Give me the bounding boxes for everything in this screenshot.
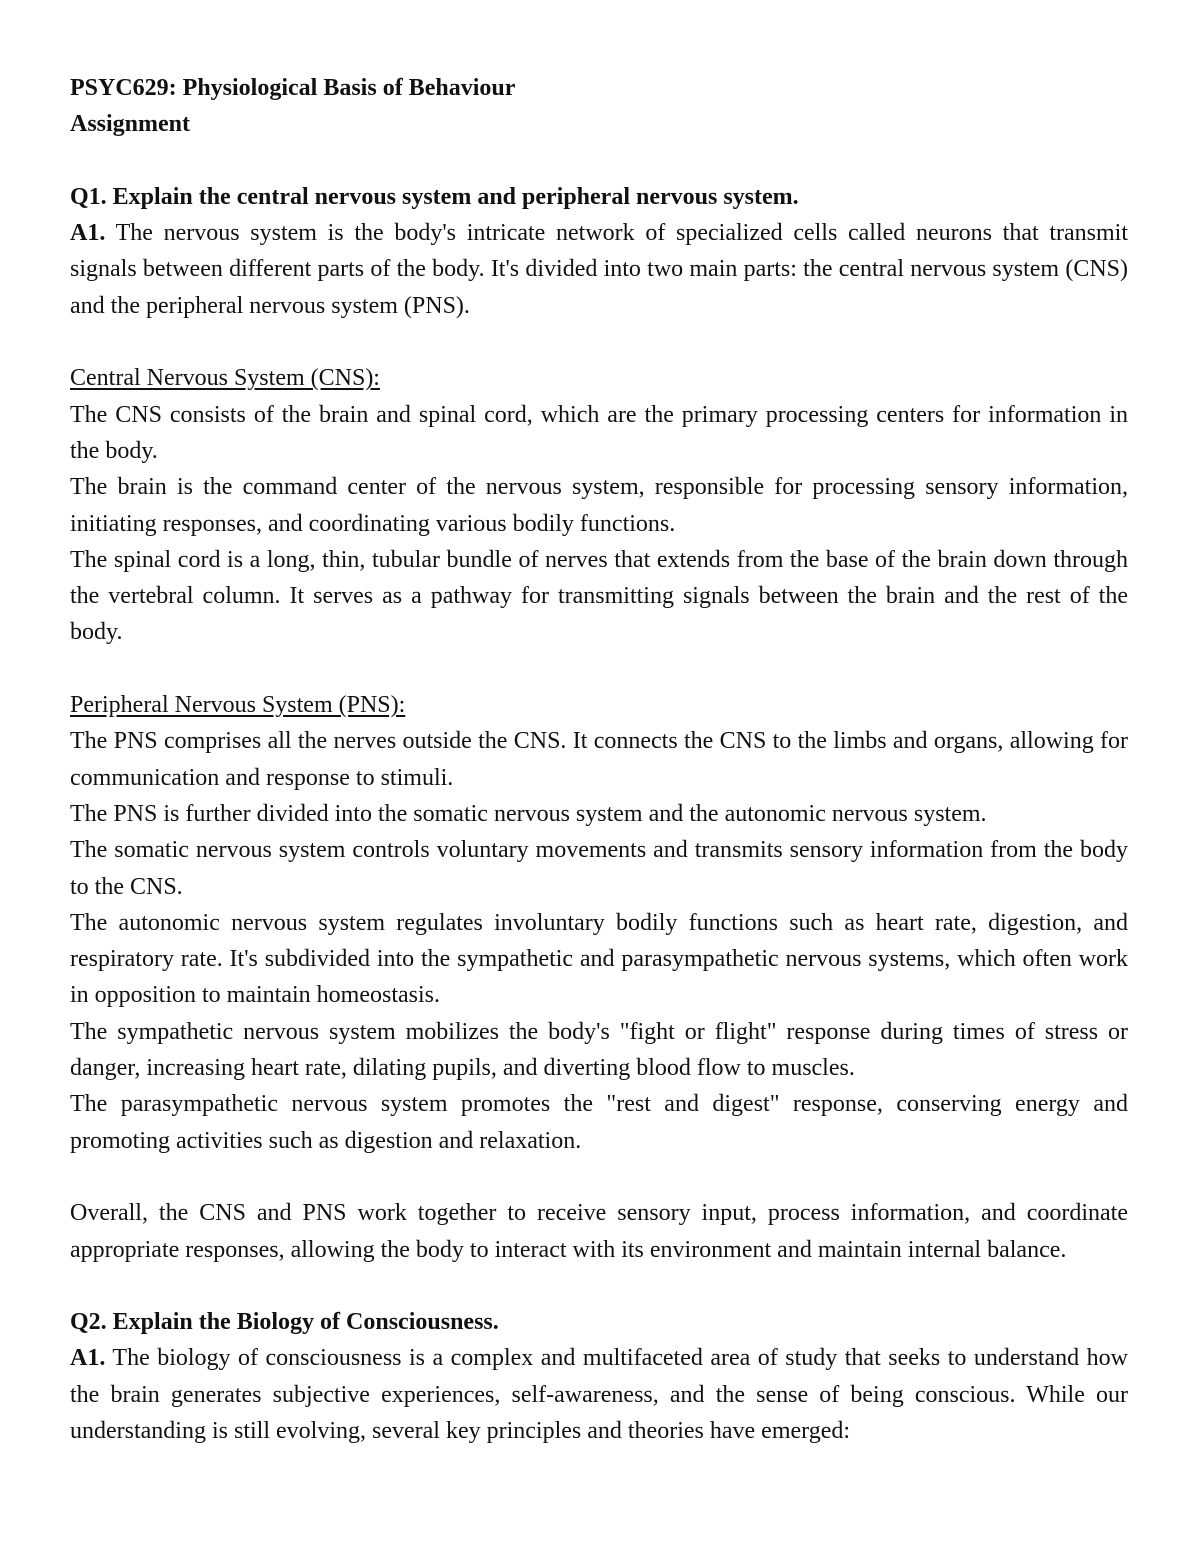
question-2: Q2. Explain the Biology of Consciousness.	[70, 1309, 499, 1336]
blank-line	[70, 324, 1128, 360]
pns-paragraph: The sympathetic nervous system mobilizes the body's "fight or flight" response during times of stress or danger, increasing heart rate, dilating pupils, and diverting blood flow to muscles.	[70, 1018, 1128, 1082]
answer-label: A1.	[70, 1345, 106, 1372]
answer-1-intro	[70, 215, 1128, 324]
cns-paragraph: The spinal cord is a long, thin, tubular bundle of nerves that extends from the base of the brain down through the vertebral column. It serves as a pathway for transmitting signals between the brain and the rest of the body.	[70, 546, 1128, 646]
pns-heading-text: Peripheral Nervous System (PNS):	[70, 692, 406, 719]
question-1: Q1. Explain the central nervous system and peripheral nervous system.	[70, 183, 799, 210]
answer-text: The biology of consciousness is a complex and multifaceted area of study that seeks to understand how the brain generates subjective experiences, self-awareness, and the sense of being conscious. While our understanding is still evolving, several key principles and theories have emerged:	[70, 1345, 1128, 1444]
answer-label: A1.	[70, 220, 106, 247]
pns-paragraph: The somatic nervous system controls voluntary movements and transmits sensory information from the body to the CNS.	[70, 837, 1128, 900]
pns-paragraph: The autonomic nervous system regulates involuntary bodily functions such as heart rate, digestion, and respiratory rate. It's subdivided into the sympathetic and parasympathetic nervous systems, which often work in opposition to maintain homeostasis.	[70, 909, 1128, 1009]
pns-paragraph: The PNS is further divided into the somatic nervous system and the autonomic nervous system.	[70, 800, 987, 827]
document-page	[70, 70, 1128, 1449]
blank-line	[70, 143, 1128, 179]
blank-line	[70, 1268, 1128, 1304]
course-title: PSYC629: Physiological Basis of Behaviour	[70, 75, 516, 101]
document-type: Assignment	[70, 111, 191, 138]
cns-heading	[70, 360, 1128, 396]
q1-conclusion: Overall, the CNS and PNS work together to receive sensory input, process information, and coordinate appropriate responses, allowing the body to interact with its environment and maintain internal balance.	[70, 1200, 1128, 1263]
cns-heading-text: Central Nervous System (CNS):	[70, 365, 380, 392]
pns-heading	[70, 687, 1128, 723]
cns-paragraph: The CNS consists of the brain and spinal cord, which are the primary processing centers for information in the body.	[70, 401, 1128, 464]
answer-2-intro	[70, 1340, 1128, 1449]
blank-line	[70, 1159, 1128, 1195]
pns-paragraph: The parasympathetic nervous system promotes the "rest and digest" response, conserving energy and promoting activities such as digestion and relaxation.	[70, 1091, 1128, 1154]
cns-paragraph: The brain is the command center of the nervous system, responsible for processing sensory information, initiating responses, and coordinating various bodily functions.	[70, 474, 1128, 537]
pns-paragraph: The PNS comprises all the nerves outside the CNS. It connects the CNS to the limbs and organs, allowing for communication and response to stimuli.	[70, 728, 1128, 791]
blank-line	[70, 651, 1128, 687]
answer-text: The nervous system is the body's intricate network of specialized cells called neurons that transmit signals between different parts of the body. It's divided into two main parts: the central nervous system (CNS) and the peripheral nervous system (PNS).	[70, 220, 1128, 319]
